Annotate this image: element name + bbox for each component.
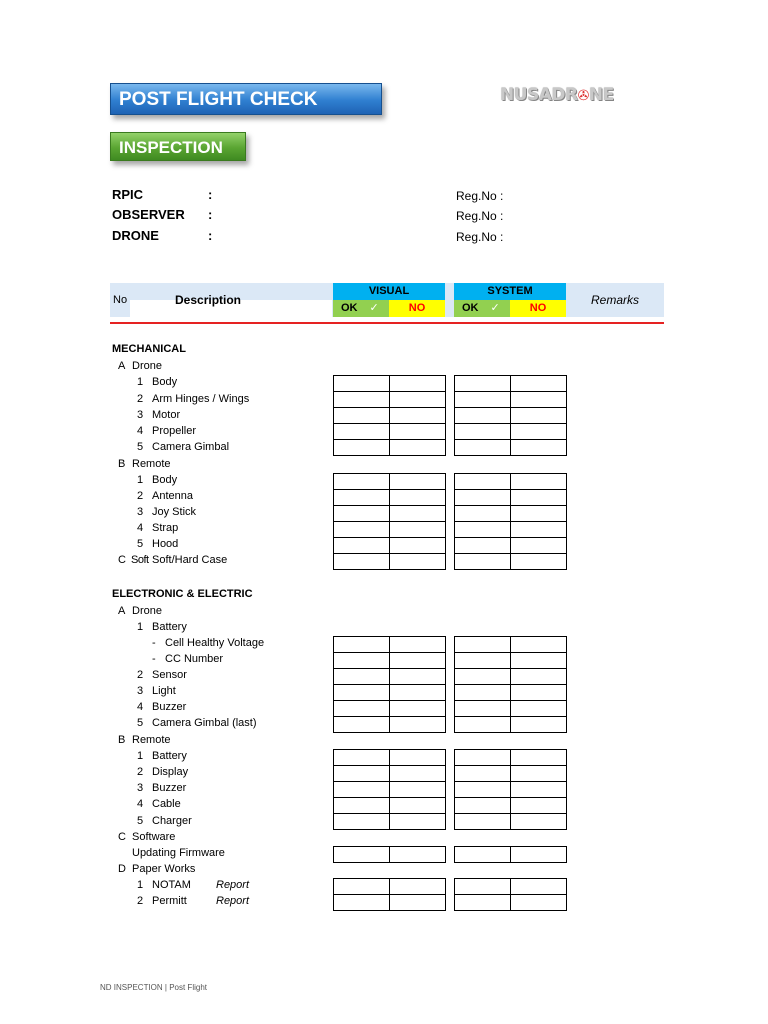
no-check-cell[interactable] xyxy=(511,424,567,440)
check-row xyxy=(334,522,446,538)
no-check-cell[interactable] xyxy=(390,424,446,440)
check-row xyxy=(455,782,567,798)
item-light: Light xyxy=(152,685,176,697)
item-permitt-report: Report xyxy=(216,895,250,907)
no-check-cell[interactable] xyxy=(390,895,446,911)
check-row xyxy=(455,506,567,522)
system-grid-elec-remote xyxy=(454,749,567,830)
no-check-cell[interactable] xyxy=(390,440,446,456)
drone-colon: : xyxy=(208,228,213,243)
check-row xyxy=(455,685,567,701)
check-row xyxy=(334,847,446,863)
check-row xyxy=(334,701,446,717)
col-visual: VISUAL xyxy=(333,283,445,300)
ok-check-cell[interactable] xyxy=(334,717,390,733)
no-check-cell[interactable] xyxy=(390,766,446,782)
item-propeller: Propeller xyxy=(152,425,197,437)
system-ok-label: OK xyxy=(462,302,479,314)
ok-check-cell[interactable] xyxy=(455,814,511,830)
visual-grid-mech-drone xyxy=(333,375,446,456)
item-camera-gimbal: Camera Gimbal xyxy=(152,441,230,453)
check-row xyxy=(334,895,446,911)
check-row xyxy=(334,408,446,424)
group-letter: A xyxy=(118,605,126,617)
ok-check-cell[interactable] xyxy=(455,895,511,911)
no-check-cell[interactable] xyxy=(511,847,567,863)
ok-check-cell[interactable] xyxy=(334,766,390,782)
group-drone: Drone xyxy=(132,360,162,372)
system-grid-mech-remote xyxy=(454,473,567,570)
check-row xyxy=(455,669,567,685)
system-grid-firmware xyxy=(454,846,567,863)
no-check-cell[interactable] xyxy=(390,685,446,701)
ok-check-cell[interactable] xyxy=(455,392,511,408)
group-soft-hard-case: Soft/Hard Case xyxy=(152,554,228,566)
group-letter: A xyxy=(118,360,126,372)
item-number: 3 xyxy=(137,782,144,794)
check-row xyxy=(455,440,567,456)
no-check-cell[interactable] xyxy=(511,782,567,798)
check-row xyxy=(334,798,446,814)
check-row xyxy=(455,554,567,570)
no-check-cell[interactable] xyxy=(390,408,446,424)
no-check-cell[interactable] xyxy=(390,653,446,669)
item-number: 5 xyxy=(137,441,144,453)
item-number: 2 xyxy=(137,766,144,778)
no-check-cell[interactable] xyxy=(390,506,446,522)
check-row xyxy=(334,376,446,392)
item-updating-firmware: Updating Firmware xyxy=(132,847,225,859)
no-check-cell[interactable] xyxy=(511,522,567,538)
check-row xyxy=(455,814,567,830)
item-cc-number: CC Number xyxy=(165,653,224,665)
ok-check-cell[interactable] xyxy=(334,847,390,863)
check-row xyxy=(455,701,567,717)
group-letter: B xyxy=(118,458,126,470)
ok-check-cell[interactable] xyxy=(334,440,390,456)
no-check-cell[interactable] xyxy=(511,376,567,392)
nusadrone-logo xyxy=(500,85,614,105)
ok-check-cell[interactable] xyxy=(455,750,511,766)
check-row xyxy=(334,750,446,766)
ok-check-cell[interactable] xyxy=(455,474,511,490)
check-row xyxy=(334,506,446,522)
ok-check-cell[interactable] xyxy=(455,440,511,456)
ok-check-cell[interactable] xyxy=(334,895,390,911)
check-row xyxy=(455,717,567,733)
item-number: 2 xyxy=(137,393,144,405)
group-letter: D xyxy=(118,863,126,875)
header-divider xyxy=(110,322,664,324)
ok-check-cell[interactable] xyxy=(334,637,390,653)
ok-check-cell[interactable] xyxy=(334,814,390,830)
no-check-cell[interactable] xyxy=(511,798,567,814)
ok-check-cell[interactable] xyxy=(334,669,390,685)
item-cable: Cable xyxy=(152,798,181,810)
no-check-cell[interactable] xyxy=(390,522,446,538)
no-check-cell[interactable] xyxy=(390,637,446,653)
group-letter: C xyxy=(118,831,126,843)
system-ok-header xyxy=(454,300,510,317)
ok-check-cell[interactable] xyxy=(455,782,511,798)
item-number: 4 xyxy=(137,798,144,810)
sub-item-dash: - xyxy=(152,653,156,665)
inspection-banner: INSPECTION xyxy=(110,132,246,161)
item-number: 4 xyxy=(137,701,144,713)
item-arm-hinges: Arm Hinges / Wings xyxy=(152,393,250,405)
group-software: Software xyxy=(132,831,176,843)
no-check-cell[interactable] xyxy=(511,408,567,424)
ok-check-cell[interactable] xyxy=(334,522,390,538)
col-description: Description xyxy=(175,293,242,307)
check-row xyxy=(455,637,567,653)
no-check-cell[interactable] xyxy=(511,814,567,830)
no-check-cell[interactable] xyxy=(390,847,446,863)
item-sensor: Sensor xyxy=(152,669,187,681)
no-check-cell[interactable] xyxy=(511,895,567,911)
check-row xyxy=(334,879,446,895)
ok-check-cell[interactable] xyxy=(455,701,511,717)
section-mechanical: MECHANICAL xyxy=(112,343,186,355)
check-row xyxy=(334,685,446,701)
page-footer: ND INSPECTION | Post Flight xyxy=(100,983,207,992)
no-check-cell[interactable] xyxy=(511,685,567,701)
ok-check-cell[interactable] xyxy=(455,506,511,522)
check-row xyxy=(334,814,446,830)
no-check-cell[interactable] xyxy=(390,814,446,830)
check-row xyxy=(455,522,567,538)
ok-check-cell[interactable] xyxy=(334,376,390,392)
ok-check-cell[interactable] xyxy=(334,424,390,440)
ok-check-cell[interactable] xyxy=(455,717,511,733)
no-check-cell[interactable] xyxy=(390,538,446,554)
item-number: 4 xyxy=(137,425,144,437)
no-check-cell[interactable] xyxy=(511,440,567,456)
no-check-cell[interactable] xyxy=(511,392,567,408)
check-row xyxy=(455,653,567,669)
no-check-cell[interactable] xyxy=(511,750,567,766)
col-no: No xyxy=(113,294,128,306)
check-row xyxy=(334,440,446,456)
group-drone: Drone xyxy=(132,605,162,617)
group-letter: B xyxy=(118,734,126,746)
item-number: 2 xyxy=(137,490,144,502)
check-row xyxy=(455,408,567,424)
no-check-cell[interactable] xyxy=(390,554,446,570)
system-grid-paper xyxy=(454,878,567,911)
propeller-icon: ✇ xyxy=(577,88,589,104)
no-check-cell[interactable] xyxy=(390,490,446,506)
col-system: SYSTEM xyxy=(454,283,566,300)
item-number: 5 xyxy=(137,717,144,729)
no-check-cell[interactable] xyxy=(511,701,567,717)
system-grid-elec-drone xyxy=(454,636,567,733)
visual-grid-elec-drone xyxy=(333,636,446,733)
check-row xyxy=(334,637,446,653)
check-row xyxy=(334,653,446,669)
item-battery: Battery xyxy=(152,750,187,762)
logo-text: NUSADR xyxy=(500,85,578,105)
no-check-cell[interactable] xyxy=(511,506,567,522)
item-number: 3 xyxy=(137,506,144,518)
no-check-cell[interactable] xyxy=(511,554,567,570)
check-row xyxy=(334,782,446,798)
observer-label: OBSERVER xyxy=(112,207,185,222)
check-row xyxy=(455,376,567,392)
no-check-cell[interactable] xyxy=(390,376,446,392)
no-check-cell[interactable] xyxy=(511,766,567,782)
item-camera-gimbal-last: Camera Gimbal (last) xyxy=(152,717,257,729)
ok-check-cell[interactable] xyxy=(334,701,390,717)
ok-check-cell[interactable] xyxy=(455,685,511,701)
item-motor: Motor xyxy=(152,409,181,421)
drone-regno-label: Reg.No : xyxy=(456,230,504,244)
check-row xyxy=(334,554,446,570)
ok-check-cell[interactable] xyxy=(334,750,390,766)
group-case-overflow: Soft xyxy=(131,554,149,566)
system-no-header: NO xyxy=(510,300,566,317)
item-buzzer: Buzzer xyxy=(152,782,187,794)
item-number: 5 xyxy=(137,538,144,550)
visual-grid-paper xyxy=(333,878,446,911)
ok-check-cell[interactable] xyxy=(455,847,511,863)
check-row xyxy=(455,750,567,766)
check-row xyxy=(334,538,446,554)
check-row xyxy=(455,538,567,554)
check-row xyxy=(334,669,446,685)
ok-check-cell[interactable] xyxy=(334,879,390,895)
ok-check-cell[interactable] xyxy=(334,474,390,490)
section-electronic: ELECTRONIC & ELECTRIC xyxy=(112,588,253,600)
visual-ok-header xyxy=(333,300,389,317)
check-row xyxy=(334,474,446,490)
ok-check-cell[interactable] xyxy=(455,538,511,554)
item-number: 3 xyxy=(137,409,144,421)
ok-check-cell[interactable] xyxy=(334,506,390,522)
ok-check-cell[interactable] xyxy=(455,408,511,424)
ok-check-cell[interactable] xyxy=(334,392,390,408)
no-check-cell[interactable] xyxy=(390,474,446,490)
check-row xyxy=(455,895,567,911)
check-icon: ✓ xyxy=(490,302,500,314)
visual-grid-elec-remote xyxy=(333,749,446,830)
ok-check-cell[interactable] xyxy=(455,766,511,782)
item-display: Display xyxy=(152,766,189,778)
visual-grid-firmware xyxy=(333,846,446,863)
check-row xyxy=(455,424,567,440)
ok-check-cell[interactable] xyxy=(334,490,390,506)
ok-check-cell[interactable] xyxy=(334,798,390,814)
item-number: 2 xyxy=(137,895,144,907)
item-cell-healthy-voltage: Cell Healthy Voltage xyxy=(165,637,265,649)
visual-no-header: NO xyxy=(389,300,445,317)
visual-grid-mech-remote xyxy=(333,473,446,570)
item-battery: Battery xyxy=(152,621,187,633)
item-number: 4 xyxy=(137,522,144,534)
item-body: Body xyxy=(152,474,178,486)
ok-check-cell[interactable] xyxy=(334,538,390,554)
observer-regno-label: Reg.No : xyxy=(456,209,504,223)
rpic-label: RPIC xyxy=(112,187,144,202)
rpic-regno-label: Reg.No : xyxy=(456,189,504,203)
no-check-cell[interactable] xyxy=(390,717,446,733)
item-number: 3 xyxy=(137,685,144,697)
no-check-cell[interactable] xyxy=(511,879,567,895)
item-permitt: Permitt xyxy=(152,895,187,907)
check-row xyxy=(334,392,446,408)
item-hood: Hood xyxy=(152,538,179,550)
item-strap: Strap xyxy=(152,522,179,534)
item-buzzer: Buzzer xyxy=(152,701,187,713)
no-check-cell[interactable] xyxy=(511,637,567,653)
visual-ok-label: OK xyxy=(341,302,358,314)
ok-check-cell[interactable] xyxy=(334,685,390,701)
check-row xyxy=(455,879,567,895)
ok-check-cell[interactable] xyxy=(334,408,390,424)
ok-check-cell[interactable] xyxy=(334,554,390,570)
group-remote: Remote xyxy=(132,458,171,470)
check-row xyxy=(334,766,446,782)
ok-check-cell[interactable] xyxy=(455,798,511,814)
post-flight-check-banner: POST FLIGHT CHECK xyxy=(110,83,382,115)
no-check-cell[interactable] xyxy=(511,538,567,554)
item-notam: NOTAM xyxy=(152,879,191,891)
ok-check-cell[interactable] xyxy=(455,554,511,570)
item-number: 1 xyxy=(137,750,144,762)
no-check-cell[interactable] xyxy=(390,750,446,766)
rpic-colon: : xyxy=(208,187,213,202)
ok-check-cell[interactable] xyxy=(334,653,390,669)
check-icon: ✓ xyxy=(369,302,379,314)
ok-check-cell[interactable] xyxy=(455,522,511,538)
no-check-cell[interactable] xyxy=(390,701,446,717)
item-number: 5 xyxy=(137,815,144,827)
item-number: 1 xyxy=(137,376,144,388)
check-row xyxy=(334,424,446,440)
group-remote: Remote xyxy=(132,734,171,746)
sub-item-dash: - xyxy=(152,637,156,649)
ok-check-cell[interactable] xyxy=(455,879,511,895)
item-number: 1 xyxy=(137,474,144,486)
item-number: 1 xyxy=(137,621,144,633)
ok-check-cell[interactable] xyxy=(455,490,511,506)
no-check-cell[interactable] xyxy=(511,669,567,685)
no-check-cell[interactable] xyxy=(390,798,446,814)
ok-check-cell[interactable] xyxy=(455,424,511,440)
item-number: 1 xyxy=(137,879,144,891)
ok-check-cell[interactable] xyxy=(334,782,390,798)
col-remarks: Remarks xyxy=(591,293,640,307)
no-check-cell[interactable] xyxy=(390,669,446,685)
item-antenna: Antenna xyxy=(152,490,193,502)
ok-check-cell[interactable] xyxy=(455,637,511,653)
ok-check-cell[interactable] xyxy=(455,669,511,685)
check-row xyxy=(334,717,446,733)
no-check-cell[interactable] xyxy=(511,490,567,506)
logo-text-end: NE xyxy=(588,85,614,105)
check-row xyxy=(455,474,567,490)
no-check-cell[interactable] xyxy=(390,782,446,798)
system-grid-mech-drone xyxy=(454,375,567,456)
item-body: Body xyxy=(152,376,178,388)
no-check-cell[interactable] xyxy=(511,474,567,490)
observer-colon: : xyxy=(208,207,213,222)
no-check-cell[interactable] xyxy=(511,653,567,669)
item-joy-stick: Joy Stick xyxy=(152,506,197,518)
check-row xyxy=(455,392,567,408)
item-notam-report: Report xyxy=(216,879,250,891)
check-row xyxy=(455,847,567,863)
drone-label: DRONE xyxy=(112,228,159,243)
item-charger: Charger xyxy=(152,815,192,827)
no-check-cell[interactable] xyxy=(511,717,567,733)
item-number: 2 xyxy=(137,669,144,681)
check-row xyxy=(455,798,567,814)
ok-check-cell[interactable] xyxy=(455,653,511,669)
ok-check-cell[interactable] xyxy=(455,376,511,392)
check-row xyxy=(455,766,567,782)
check-row xyxy=(455,490,567,506)
group-letter: C xyxy=(118,554,126,566)
check-row xyxy=(334,490,446,506)
group-paper-works: Paper Works xyxy=(132,863,196,875)
no-check-cell[interactable] xyxy=(390,392,446,408)
no-check-cell[interactable] xyxy=(390,879,446,895)
